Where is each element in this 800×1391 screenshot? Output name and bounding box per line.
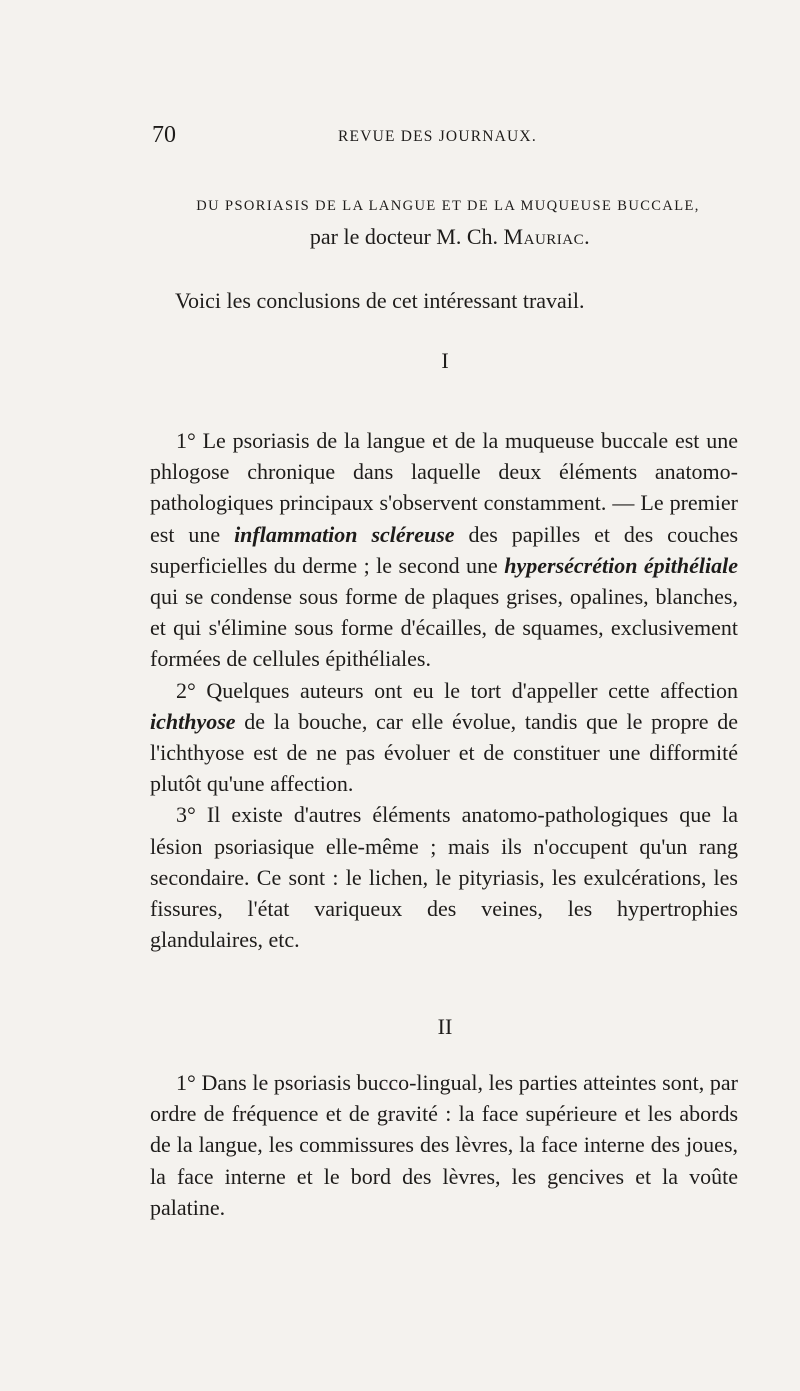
paragraph-text: 1° Dans le psoriasis bucco-lingual, les parties atteintes sont, par ordre de fréquence et de gravité : la face supérieure et les abords de la langue, les commissures des lèvres, la face interne des joues, la face interne et le bord des lèvres, les gencives et la voûte palatine.	[150, 1070, 738, 1220]
paragraph	[150, 425, 738, 675]
byline	[150, 224, 750, 250]
paragraph-text: des papilles et des couches superficielles du derme ; le second une	[150, 521, 739, 578]
section-number-1: I	[441, 348, 449, 373]
section-body-1	[150, 425, 738, 955]
paragraph-text: 3° Il existe d'autres éléments anatomo-pathologiques que la lésion psoriasique elle-même ; mais ils n'occupent qu'un rang secondaire. Ce sont : le lichen, le pityriasis, les exulcérations, les fissures, l'état variqueux des veines, les hypertrophies glandulaires, etc.	[150, 802, 738, 953]
paragraph-text: de la bouche, car elle évolue, tandis que le propre de l'ichthyose est de ne pas évoluer et de constituer une difformité plutôt qu'une affection.	[150, 708, 738, 797]
italic-term: ichthyose	[150, 708, 236, 734]
byline-author: Mauriac.	[503, 224, 591, 249]
intro-sentence: Voici les conclusions de cet intéressant travail.	[175, 288, 585, 313]
byline-prefix: par le docteur M. Ch.	[309, 224, 504, 249]
paragraph-text: 2° Quelques auteurs ont eu le tort d'appeller cette affection	[176, 677, 738, 703]
paragraph-text: qui se condense sous forme de plaques grises, opalines, blanches, et qui s'élimine sous forme d'écailles, de squames, exclusivement formées de cellules épithéliales.	[150, 584, 738, 672]
paragraph	[150, 799, 738, 955]
paragraph	[150, 1067, 738, 1223]
section-number-2: II	[437, 1014, 453, 1039]
section-body-2	[150, 1067, 738, 1223]
running-header	[152, 122, 727, 152]
page-number: 70	[152, 122, 176, 148]
italic-term: hypersécrétion épithéliale	[504, 552, 738, 578]
paragraph	[150, 675, 738, 800]
italic-term: inflammation scléreuse	[234, 521, 455, 547]
journal-title: REVUE DES JOURNAUX.	[338, 128, 537, 145]
article-title: DU PSORIASIS DE LA LANGUE ET DE LA MUQUEUSE BUCCALE,	[196, 198, 700, 214]
paragraph-text: 1° Le psoriasis de la langue et de la muqueuse buccale est une phlogose chronique dans laquelle deux éléments anatomo-pathologiques principaux s'observent constamment. — Le premier est une	[150, 428, 738, 547]
